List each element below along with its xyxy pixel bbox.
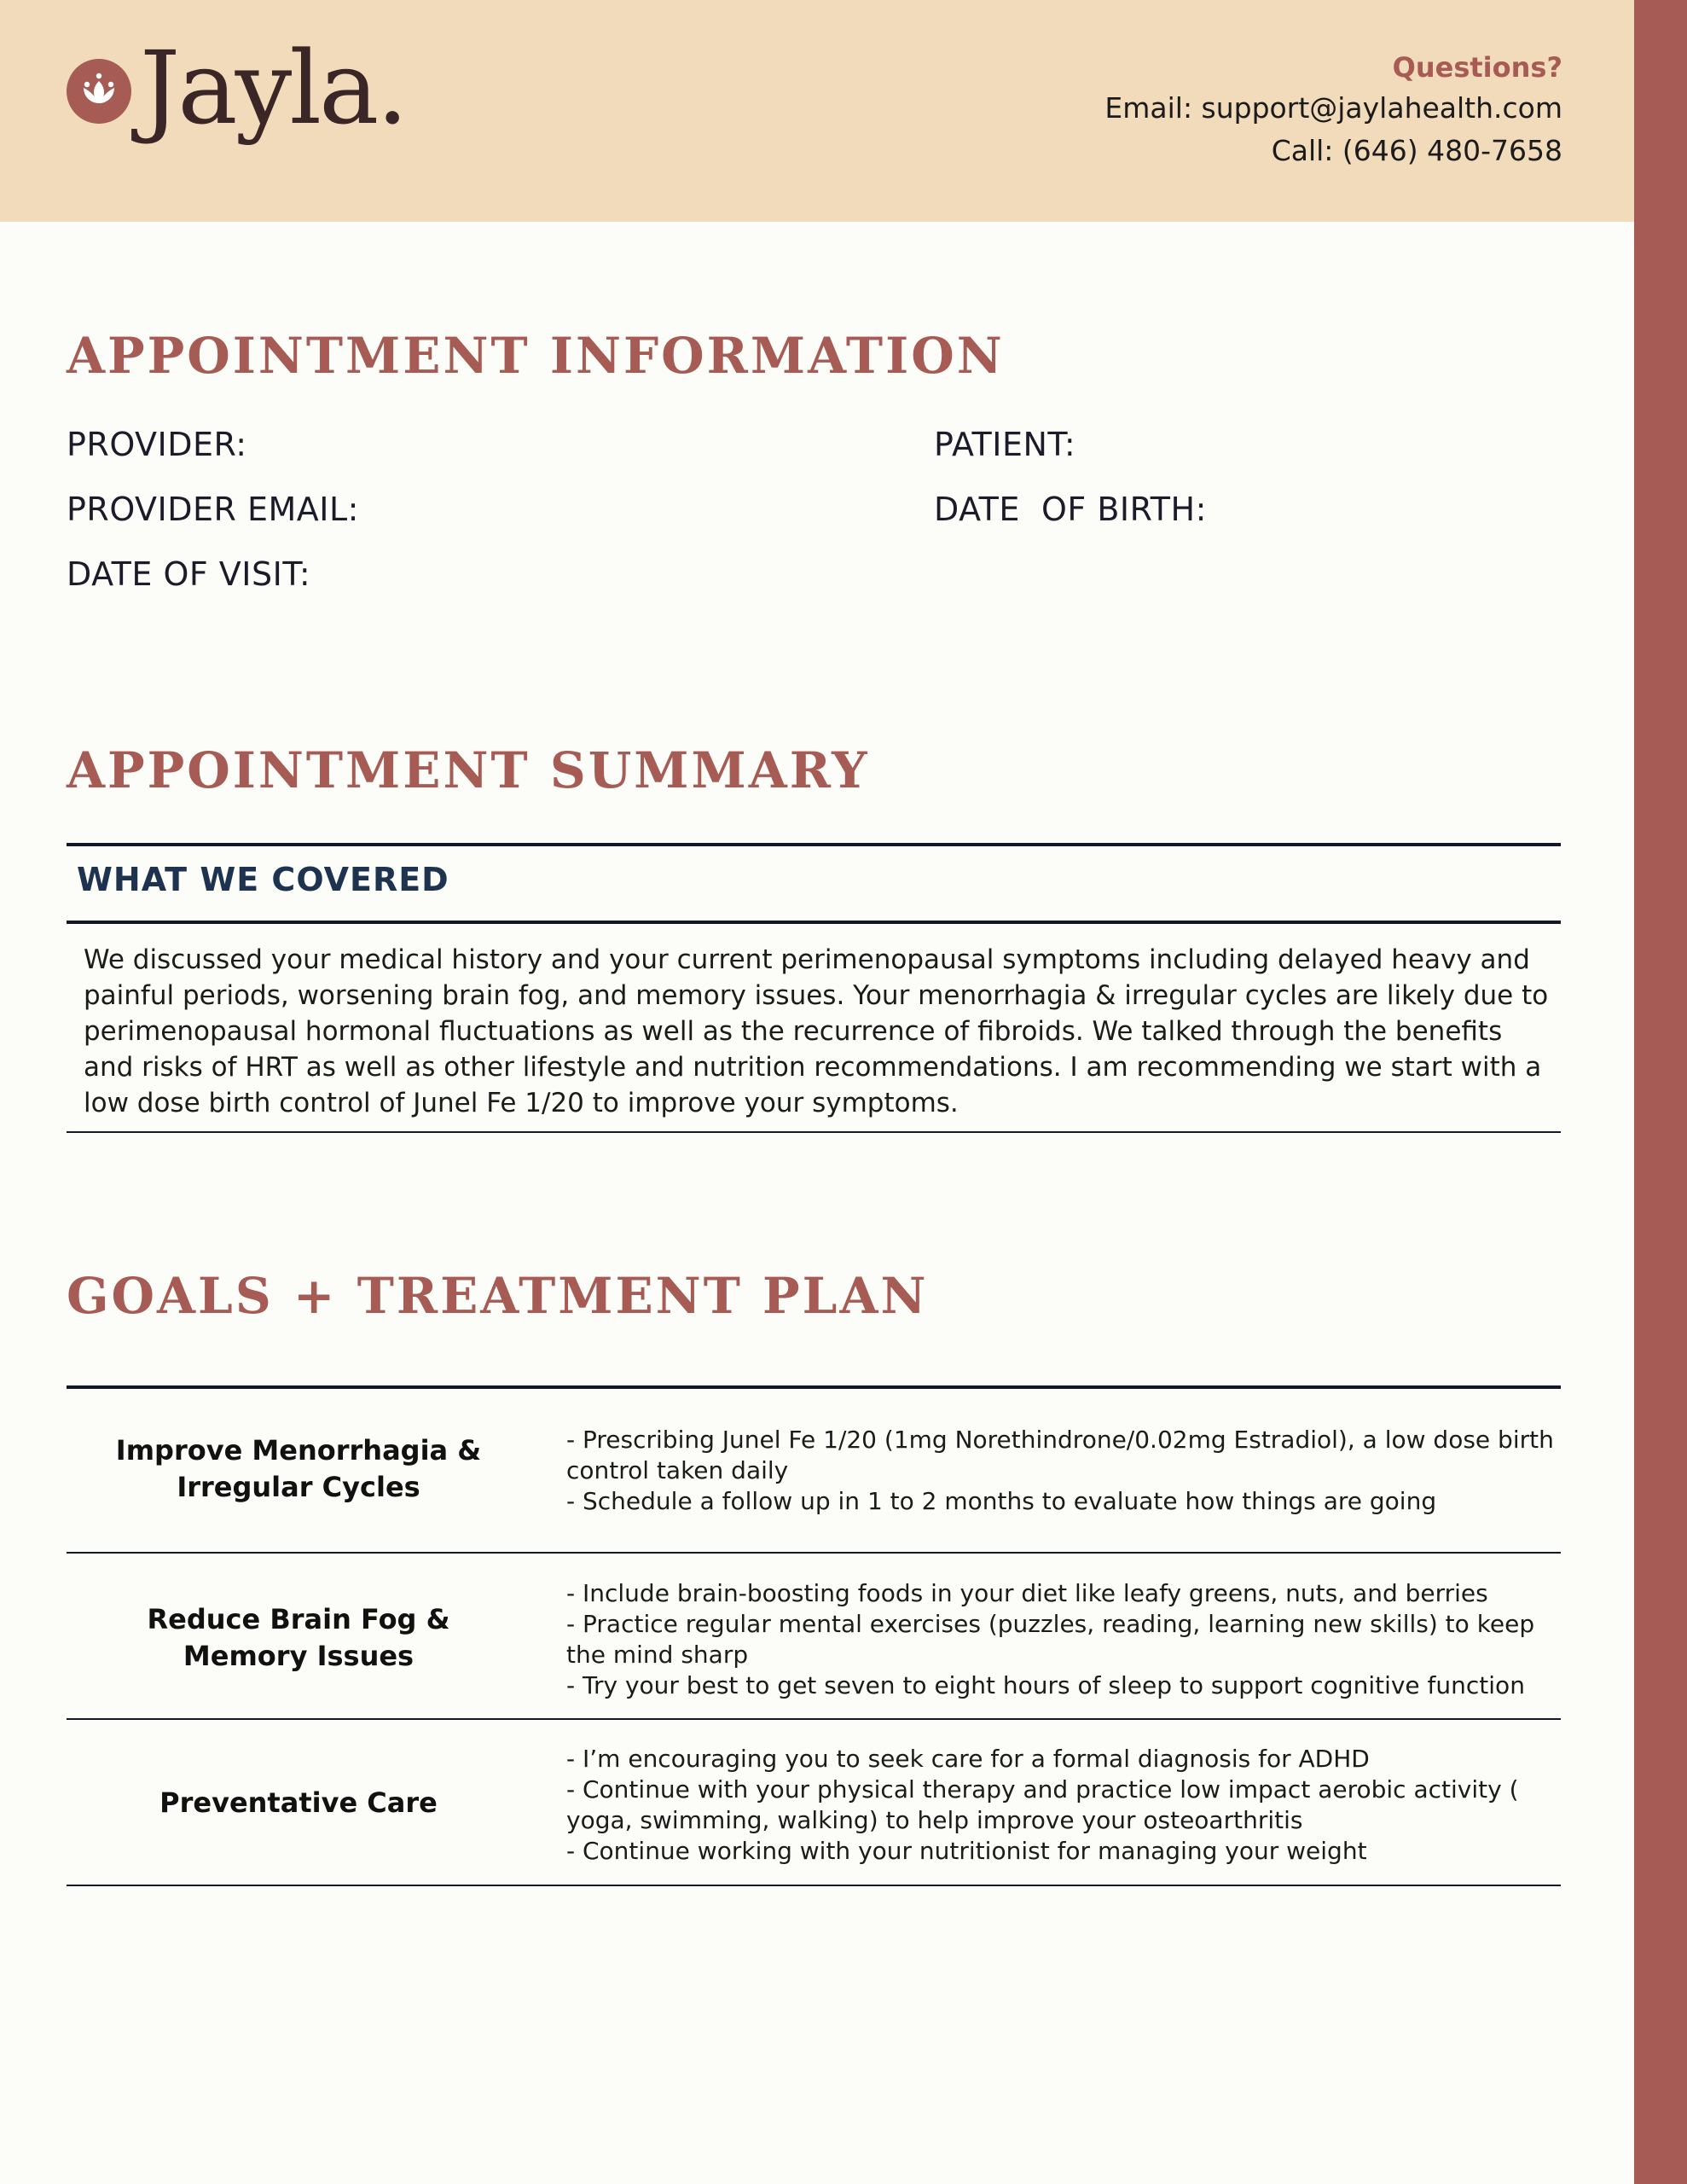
brand-wordmark: Jayla. [140, 29, 406, 147]
brand-logo [67, 29, 406, 147]
contact-block [1104, 48, 1562, 172]
divider [67, 843, 1561, 846]
appointment-summary-title: APPOINTMENT SUMMARY [67, 741, 870, 799]
patient-label: PATIENT: [934, 426, 1076, 463]
goal-label: Preventative Care [159, 1786, 438, 1819]
divider [67, 1385, 1561, 1389]
goal-label: Improve Menorrhagia & Irregular Cycles [115, 1434, 482, 1503]
goal-item: - Practice regular mental exercises (puzzles, reading, learning new skills) to keep the mind sharp [566, 1610, 1535, 1669]
goal-item: - Continue with your physical therapy and practice low impact aerobic activity ( yoga, swimming, walking) to help improve your osteoarthritis [566, 1775, 1519, 1834]
divider [67, 1885, 1561, 1886]
goal-items [566, 1425, 1556, 1517]
goal-item: - Prescribing Junel Fe 1/20 (1mg Norethindrone/0.02mg Estradiol), a low dose birth control taken daily [566, 1426, 1554, 1484]
goal-item: - I’m encouraging you to seek care for a formal diagnosis for ADHD [566, 1745, 1370, 1773]
goal-item: - Try your best to get seven to eight hours of sleep to support cognitive function [566, 1671, 1525, 1699]
goal-items [566, 1744, 1556, 1867]
contact-phone[interactable]: Call: (646) 480-7658 [1271, 134, 1562, 167]
treatment-plan-title: GOALS + TREATMENT PLAN [67, 1267, 929, 1325]
divider [67, 921, 1561, 924]
divider [67, 1552, 1561, 1554]
goal-item: - Include brain-boosting foods in your diet like leafy greens, nuts, and berries [566, 1579, 1488, 1607]
goal-item: - Continue working with your nutritionist for managing your weight [566, 1837, 1367, 1865]
provider-email-label: PROVIDER EMAIL: [67, 491, 359, 528]
date-of-birth-label: DATE OF BIRTH: [934, 491, 1207, 528]
what-we-covered-text: We discussed your medical history and your current perimenopausal symptoms including delayed heavy and painful periods, worsening brain fog, and memory issues. Your menorrhagia & irregular cycles are likely due to perimenopausal hormonal fluctuations as well as the recurrence of fibroids. We talked through the benefits and risks of HRT as well as other lifestyle and nutrition recommendations. I am recommending we start with a low dose birth control of Junel Fe 1/20 to improve your symptoms. [84, 944, 1549, 1118]
goal-items [566, 1578, 1556, 1701]
appointment-info-title: APPOINTMENT INFORMATION [67, 327, 1005, 385]
divider [67, 1718, 1561, 1720]
date-of-visit-label: DATE OF VISIT: [67, 555, 311, 593]
right-accent-bar [1634, 0, 1687, 2184]
goal-item: - Schedule a follow up in 1 to 2 months to evaluate how things are going [566, 1487, 1437, 1515]
divider [67, 1131, 1561, 1133]
lotus-icon [67, 59, 131, 124]
contact-email[interactable]: Email: support@jaylahealth.com [1104, 91, 1562, 125]
contact-heading: Questions? [1392, 51, 1562, 84]
what-we-covered-heading: WHAT WE COVERED [77, 861, 449, 898]
goal-label: Reduce Brain Fog & Memory Issues [147, 1603, 450, 1672]
provider-label: PROVIDER: [67, 426, 247, 463]
